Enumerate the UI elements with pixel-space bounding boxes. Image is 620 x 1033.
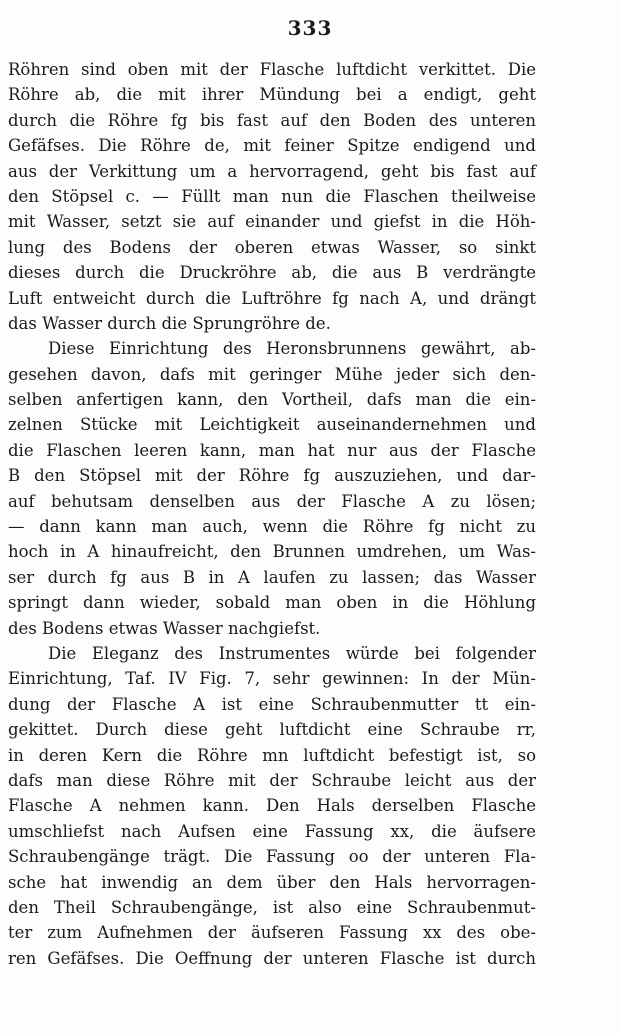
text-line: aus der Verkittung um a hervorragend, geht bis fast auf <box>8 161 536 181</box>
text-line: Flasche A nehmen kann. Den Hals derselben Flasche <box>8 796 536 816</box>
text-line: den Theil Schraubengänge, ist also eine Schraubenmut- <box>8 897 536 917</box>
text-line: durch die Röhre fg bis fast auf den Boden des unteren <box>8 110 536 130</box>
text-line: umschliefst nach Aufsen eine Fassung xx, die äufsere <box>8 821 536 841</box>
text-line: des Bodens etwas Wasser nachgiefst. <box>8 618 321 638</box>
text-line: den Stöpsel c. — Füllt man nun die Flaschen theilweise <box>8 186 536 206</box>
text-line: gesehen davon, dafs mit geringer Mühe jeder sich den- <box>8 364 536 384</box>
text-line: mit Wasser, setzt sie auf einander und giefst in die Höh- <box>8 212 536 232</box>
text-line: Röhre ab, die mit ihrer Mündung bei a endigt, geht <box>8 85 536 105</box>
text-line: Diese Einrichtung des Heronsbrunnens gewährt, ab- <box>48 339 536 359</box>
body-text <box>8 57 536 971</box>
text-line: Röhren sind oben mit der Flasche luftdicht verkittet. Die <box>8 60 536 79</box>
text-line: ren Gefäfses. Die Oeffnung der unteren Flasche ist durch <box>8 948 536 968</box>
text-line: — dann kann man auch, wenn die Röhre fg nicht zu <box>8 517 536 537</box>
text-line: Schraubengänge trägt. Die Fassung oo der unteren Fla- <box>8 847 536 867</box>
text-line: hoch in A hinaufreicht, den Brunnen umdrehen, um Was- <box>8 542 536 562</box>
text-line: Die Eleganz des Instrumentes würde bei folgender <box>48 643 536 663</box>
text-line: das Wasser durch die Sprungröhre de. <box>8 313 331 333</box>
text-line: B den Stöpsel mit der Röhre fg auszuziehen, und dar- <box>8 466 536 486</box>
text-line: zelnen Stücke mit Leichtigkeit auseinandernehmen und <box>8 415 536 435</box>
text-line: dung der Flasche A ist eine Schraubenmutter tt ein- <box>8 694 536 714</box>
text-line: sche hat inwendig an dem über den Hals hervorragen- <box>8 872 536 892</box>
text-line: dieses durch die Druckröhre ab, die aus B verdrängte <box>8 263 536 283</box>
text-line: Einrichtung, Taf. IV Fig. 7, sehr gewinnen: In der Mün- <box>8 669 536 689</box>
text-line: ter zum Aufnehmen der äufseren Fassung xx des obe- <box>8 923 536 943</box>
text-line: gekittet. Durch diese geht luftdicht eine Schraube rr, <box>8 720 536 740</box>
text-line: auf behutsam denselben aus der Flasche A zu lösen; <box>8 491 536 511</box>
page-number: 333 <box>287 16 333 40</box>
text-line: selben anfertigen kann, den Vortheil, dafs man die ein- <box>8 390 536 410</box>
text-line: Luft entweicht durch die Luftröhre fg nach A, und drängt <box>8 288 536 308</box>
text-line: die Flaschen leeren kann, man hat nur aus der Flasche <box>8 440 536 460</box>
text-line: dafs man diese Röhre mit der Schraube leicht aus der <box>8 770 536 790</box>
text-line: springt dann wieder, sobald man oben in die Höhlung <box>8 593 536 613</box>
text-line: in deren Kern die Röhre mn luftdicht befestigt ist, so <box>8 745 536 765</box>
text-line: ser durch fg aus B in A laufen zu lassen; das Wasser <box>8 567 536 587</box>
text-line: lung des Bodens der oberen etwas Wasser, so sinkt <box>8 237 536 257</box>
text-line: Gefäfses. Die Röhre de, mit feiner Spitze endigend und <box>8 136 536 156</box>
